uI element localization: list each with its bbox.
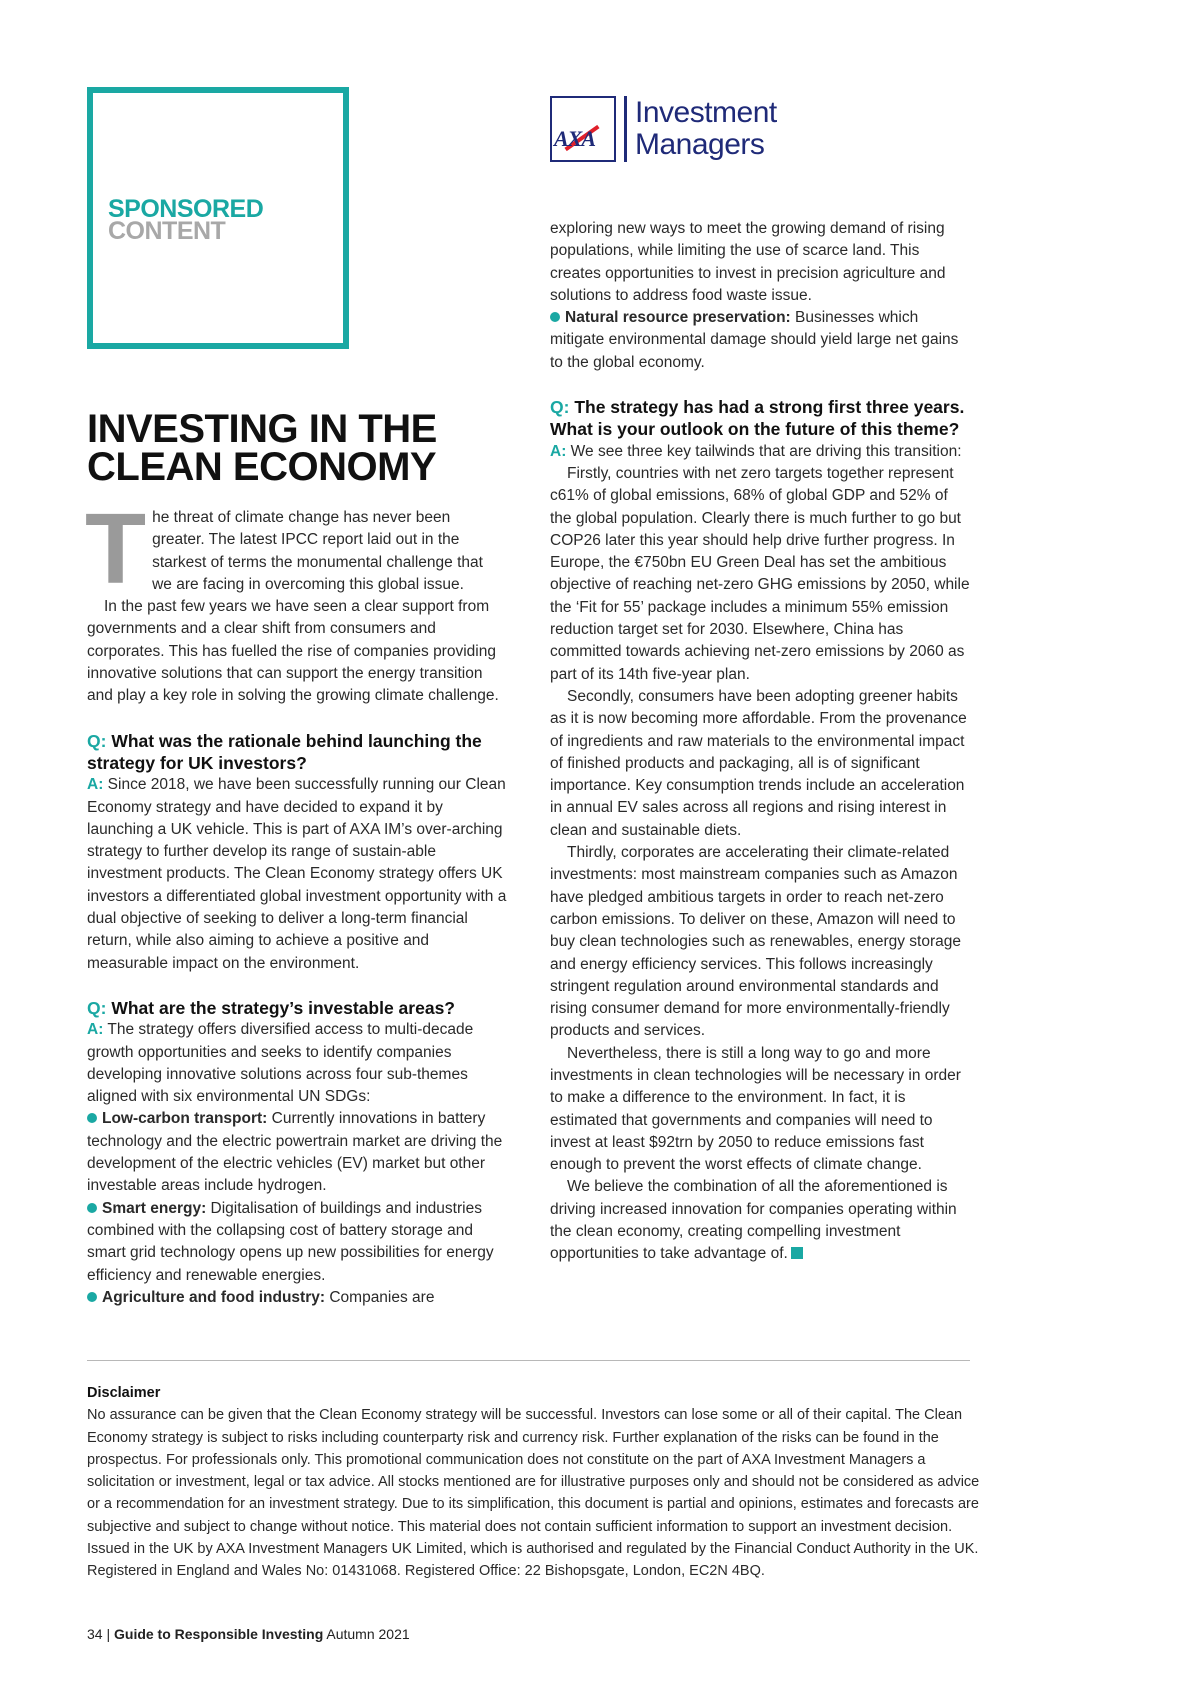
answer-3 bbox=[550, 441, 970, 463]
title-line-1: INVESTING IN THE bbox=[87, 407, 437, 451]
axa-investment-managers-logo bbox=[550, 96, 777, 162]
title-line-2: CLEAN ECONOMY bbox=[87, 445, 437, 489]
q-marker: Q: bbox=[550, 397, 570, 418]
disclaimer-text: No assurance can be given that the Clean Economy strategy will be successful. Investors can lose some or all of their capital. The Clean Economy strategy is subject to risks including counterparty risk and currency risk. Further explanation of the risks can be found in the prospectus. For professionals only. This promotional communication does not constitute on the part of AXA Investment Managers a solicitation or investment, legal or tax advice. All stocks mentioned are for illustrative purposes only and should not be considered as advice or a recommendation for an investment strategy. Due to its simplification, this document is partial and opinions, estimates and forecasts are subjective and subject to change without notice. This material does not contain sufficient information to support an investment decision. Issued in the UK by AXA Investment Managers UK Limited, which is authorised and regulated by the Financial Conduct Authority in the UK. Registered in England and Wales No: 01431068. Registered Office: 22 Bishopsgate, London, EC2N 4BQ. bbox=[87, 1407, 980, 1580]
bullet-heading: Agriculture and food industry: bbox=[102, 1288, 326, 1306]
content-word: CONTENT bbox=[108, 217, 226, 245]
left-column bbox=[85, 493, 507, 1309]
paragraph-secondly: Secondly, consumers have been adopting greener habits as it is now becoming more affordable. From the provenance of ingredients and raw materials to the environmental impact of finished products and packaging, all is of significant importance. Key consumption trends include an acceleration in annual EV sales across all regions and rising interest in clean and sustainable diets. bbox=[550, 687, 967, 839]
bullet-heading: Smart energy: bbox=[102, 1199, 207, 1217]
bullet-dot-icon bbox=[87, 1292, 97, 1302]
q-marker: Q: bbox=[87, 730, 107, 751]
bullet-text: Digitalisation of buildings and industries combined with the collapsing cost of battery storage and smart grid technology opens up new possibilities for energy efficiency and renewable energies. bbox=[87, 1199, 494, 1284]
page-footer bbox=[87, 1626, 410, 1642]
question-2 bbox=[87, 997, 507, 1019]
page-number: 34 bbox=[87, 1626, 103, 1642]
bullet-dot-icon bbox=[87, 1113, 97, 1123]
bullet-heading: Natural resource preservation: bbox=[565, 309, 791, 327]
bullet-item bbox=[87, 1108, 507, 1197]
bullet-continuation: exploring new ways to meet the growing demand of rising populations, while limiting the use of scarce land. This creates opportunities to invest in precision agriculture and solutions to address food waste issue. bbox=[550, 220, 946, 304]
logo-divider bbox=[624, 96, 627, 162]
q-marker: Q: bbox=[87, 997, 107, 1018]
end-square-icon bbox=[791, 1247, 803, 1259]
intro-paragraph bbox=[85, 493, 507, 605]
bullet-dot-icon bbox=[87, 1203, 97, 1213]
bullet-heading: Low-carbon transport: bbox=[102, 1110, 268, 1128]
conclusion-text: We believe the combination of all the aforementioned is driving increased innovation for companies operating within the clean economy, creating compelling investment opportunities to take advantage of. bbox=[550, 1178, 957, 1263]
a-marker: A: bbox=[87, 776, 104, 794]
answer-1-text: Since 2018, we have been successfully running our Clean Economy strategy and have decided to expand it by launching a UK vehicle. This is part of AXA IM’s over-arching strategy to further develop its range of sustain-able investment products. The Clean Economy strategy offers UK investors a differentiated global investment opportunity with a dual objective of seeking to deliver a long-term financial return, while also aiming to achieve a positive and measurable impact on the environment. bbox=[87, 776, 507, 972]
sponsored-word: SPONSORED bbox=[108, 195, 264, 223]
bullet-item bbox=[87, 1198, 507, 1287]
axa-brand-text: AXA bbox=[554, 126, 596, 151]
bullet-text: Companies are bbox=[329, 1288, 435, 1306]
issue-date: Autumn 2021 bbox=[326, 1626, 410, 1642]
paragraph-nevertheless: Nevertheless, there is still a long way to go and more investments in clean technologies will be necessary in order to make a difference to the environment. In fact, it is estimated that governments and companies will need to invest at least $92trn by 2050 to reduce emissions fast enough to prevent the worst effects of climate change. bbox=[550, 1044, 961, 1174]
bullet-item bbox=[550, 307, 970, 374]
publication-name: Guide to Responsible Investing bbox=[114, 1626, 324, 1642]
bullet-text: Currently innovations in battery technology and the electric powertrain market are driving the development of the electric vehicles (EV) market but other investable areas include hydrogen. bbox=[87, 1110, 503, 1195]
footer-separator: | bbox=[106, 1626, 111, 1642]
answer-1 bbox=[87, 774, 507, 975]
paragraph-conclusion bbox=[550, 1176, 970, 1265]
question-1-text: What was the rationale behind launching the strategy for UK investors? bbox=[87, 730, 482, 773]
question-3-text: The strategy has had a strong first three years. What is your outlook on the future of this theme? bbox=[550, 397, 965, 440]
bullet-text: Businesses which mitigate environmental damage should yield large net gains to the global economy. bbox=[550, 309, 959, 371]
divider-rule bbox=[87, 1360, 970, 1361]
sponsored-content-label bbox=[108, 195, 264, 245]
question-1 bbox=[87, 730, 507, 775]
question-3 bbox=[550, 396, 970, 441]
drop-cap: T bbox=[85, 493, 147, 605]
question-2-text: What are the strategy’s investable areas? bbox=[111, 997, 455, 1018]
intro-text-1: he threat of climate change has never been greater. The latest IPCC report laid out in the starkest of terms the monumental challenge that we are facing in overcoming this global issue. bbox=[152, 509, 483, 593]
a-marker: A: bbox=[550, 442, 567, 460]
bullet-dot-icon bbox=[550, 312, 560, 322]
logo-line-1: Investment bbox=[635, 96, 777, 129]
answer-2-text: The strategy offers diversified access to multi-decade growth opportunities and seeks to identify companies developing innovative solutions across four sub-themes aligned with six environmental UN SDGs: bbox=[87, 1021, 474, 1106]
paragraph-thirdly: Thirdly, corporates are accelerating their climate-related investments: most mainstream companies such as Amazon have pledged ambitious targets in order to reach net-zero carbon emissions. To deliver on these, Amazon will need to buy clean technologies such as renewables, energy storage and energy efficiency services. This follows increasingly stringent regulation around environmental standards and rising consumer demand for more environmentally-friendly products and services. bbox=[550, 844, 962, 1040]
intro-paragraph-2: In the past few years we have seen a clear support from governments and a clear shift from consumers and corporates. This has fuelled the rise of companies providing innovative solutions that can support the energy transition and play a key role in solving the growing climate challenge. bbox=[87, 598, 499, 705]
bullet-item bbox=[87, 1287, 507, 1309]
logo-wordmark bbox=[635, 97, 777, 161]
disclaimer bbox=[87, 1382, 987, 1583]
article-title bbox=[87, 407, 437, 489]
answer-3-text: We see three key tailwinds that are driving this transition: bbox=[570, 442, 962, 460]
axa-logo-icon bbox=[550, 96, 616, 162]
disclaimer-heading: Disclaimer bbox=[87, 1385, 161, 1401]
a-marker: A: bbox=[87, 1021, 104, 1039]
logo-line-2: Managers bbox=[635, 128, 765, 161]
paragraph-firstly: Firstly, countries with net zero targets together represent c61% of global emissions, 68% of global GDP and 52% of the global population. Clearly there is much further to go but COP26 later this year should help drive further progress. In Europe, the €750bn EU Green Deal has set the ambitious objective of reaching net-zero GHG emissions by 2050, while the ‘Fit for 55’ package includes a minimum 55% emission reduction target set for 2030. Elsewhere, China has committed towards achieving net-zero emissions by 2060 as part of its 14th five-year plan. bbox=[550, 464, 970, 683]
right-column bbox=[550, 218, 970, 1266]
answer-2 bbox=[87, 1019, 507, 1108]
